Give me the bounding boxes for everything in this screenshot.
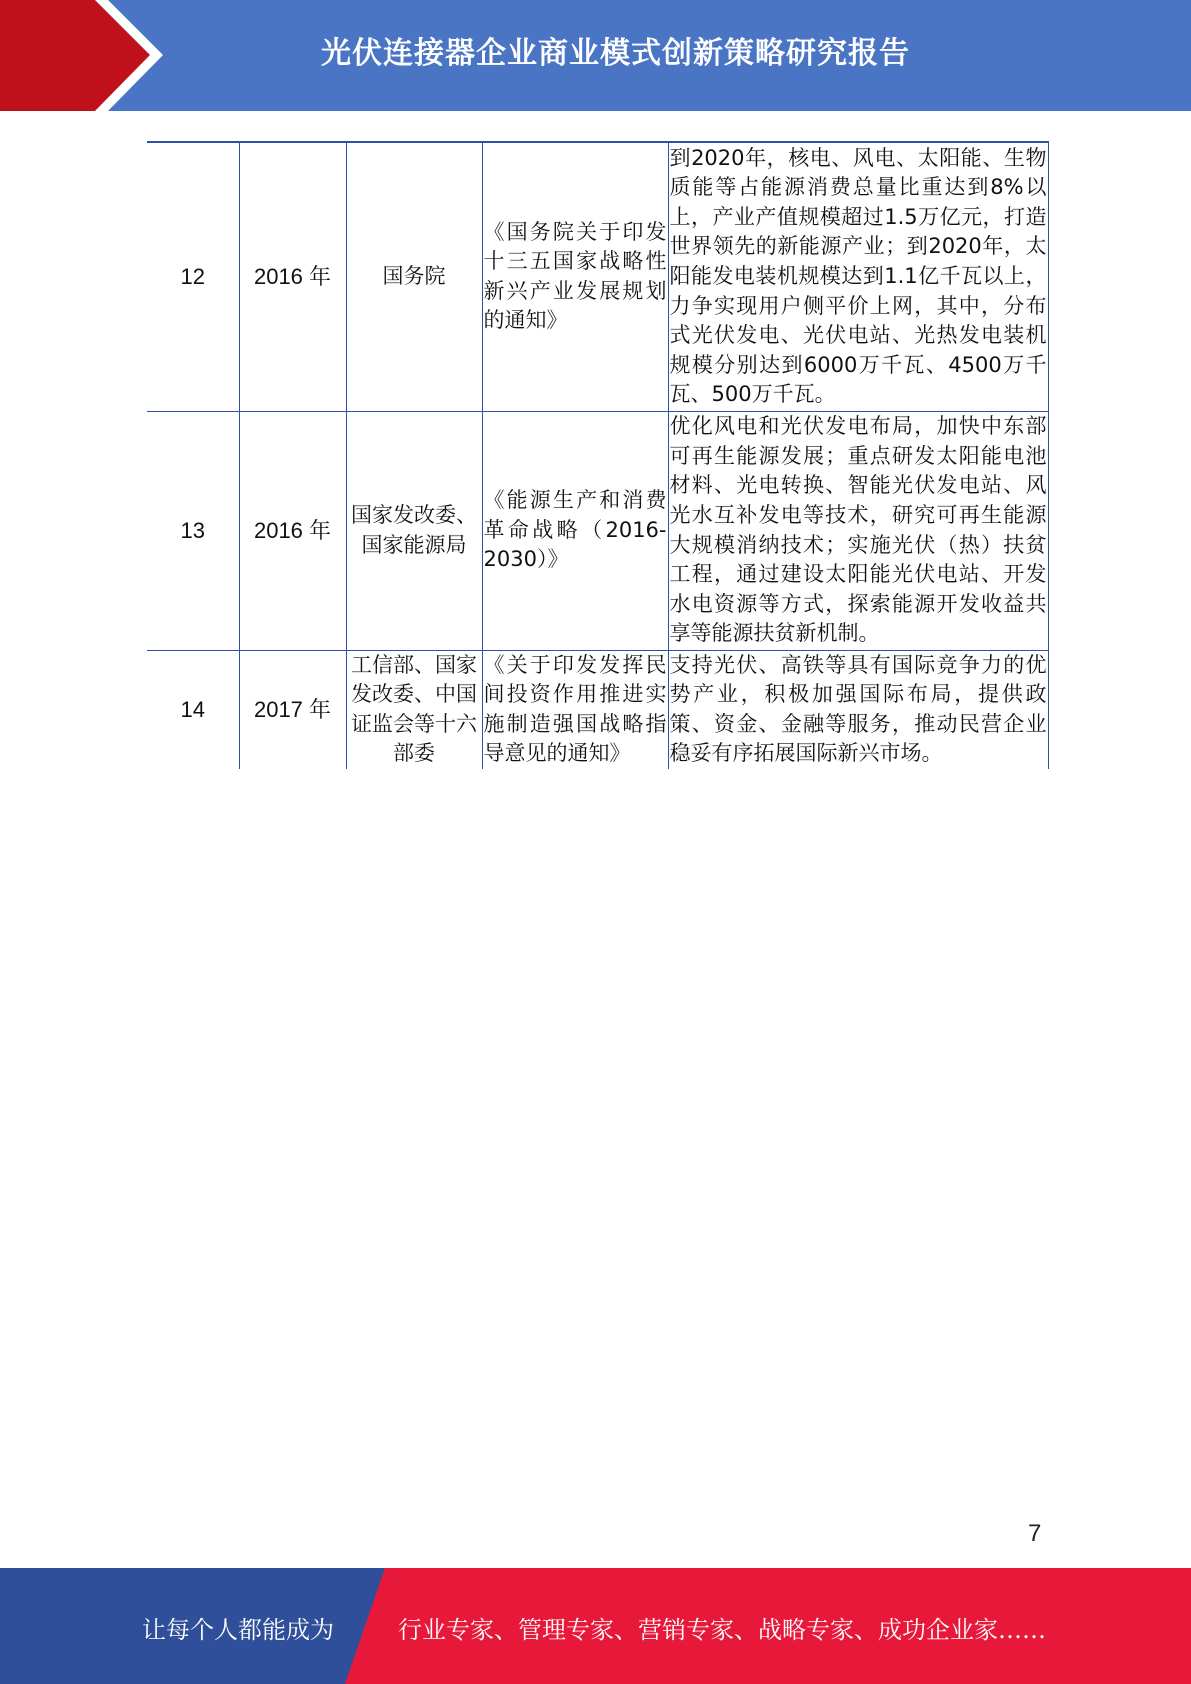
- table-row: [147, 411, 1048, 650]
- page-number: 7: [1028, 1520, 1042, 1547]
- row-document: 《关于印发发挥民间投资作用推进实施制造强国战略指导意见的通知》: [482, 650, 668, 769]
- table-row: [147, 650, 1048, 769]
- footer-banner: [0, 1568, 1191, 1684]
- row-department: 工信部、国家发改委、中国证监会等十六部委: [346, 650, 482, 769]
- row-number: 14: [147, 650, 239, 769]
- row-year: 2016 年: [239, 411, 346, 650]
- table-row: [147, 142, 1048, 411]
- row-document: 《国务院关于印发十三五国家战略性新兴产业发展规划的通知》: [482, 142, 668, 411]
- row-content: 支持光伏、高铁等具有国际竞争力的优势产业，积极加强国际布局，提供政策、资金、金融等服务，推动民营企业稳妥有序拓展国际新兴市场。: [668, 650, 1048, 769]
- row-department: 国家发改委、国家能源局: [346, 411, 482, 650]
- row-year: 2017 年: [239, 650, 346, 769]
- row-content: 优化风电和光伏发电布局，加快中东部可再生能源发展；重点研发太阳能电池材料、光电转换、智能光伏发电站、风光水互补发电等技术，研究可再生能源大规模消纳技术；实施光伏（热）扶贫工程，通过建设太阳能光伏电站、开发水电资源等方式，探索能源开发收益共享等能源扶贫新机制。: [668, 411, 1048, 650]
- policy-table: [147, 141, 1049, 769]
- row-number: 13: [147, 411, 239, 650]
- header-banner: [0, 0, 1191, 111]
- footer-slogan-right: 行业专家、管理专家、营销专家、战略专家、成功企业家……: [398, 1616, 1046, 1644]
- footer-slogan-left: 让每个人都能成为: [142, 1616, 334, 1644]
- row-number: 12: [147, 142, 239, 411]
- row-year: 2016 年: [239, 142, 346, 411]
- report-title: 光伏连接器企业商业模式创新策略研究报告: [321, 36, 910, 71]
- row-content: 到2020年，核电、风电、太阳能、生物质能等占能源消费总量比重达到8%以上，产业产值规模超过1.5万亿元，打造世界领先的新能源产业；到2020年，太阳能发电装机规模达到1.1亿千瓦以上，力争实现用户侧平价上网，其中，分布式光伏发电、光伏电站、光热发电装机规模分别达到6000万千瓦、4500万千瓦、500万千瓦。: [668, 142, 1048, 411]
- row-department: 国务院: [346, 142, 482, 411]
- row-document: 《能源生产和消费革命战略（2016-2030）》: [482, 411, 668, 650]
